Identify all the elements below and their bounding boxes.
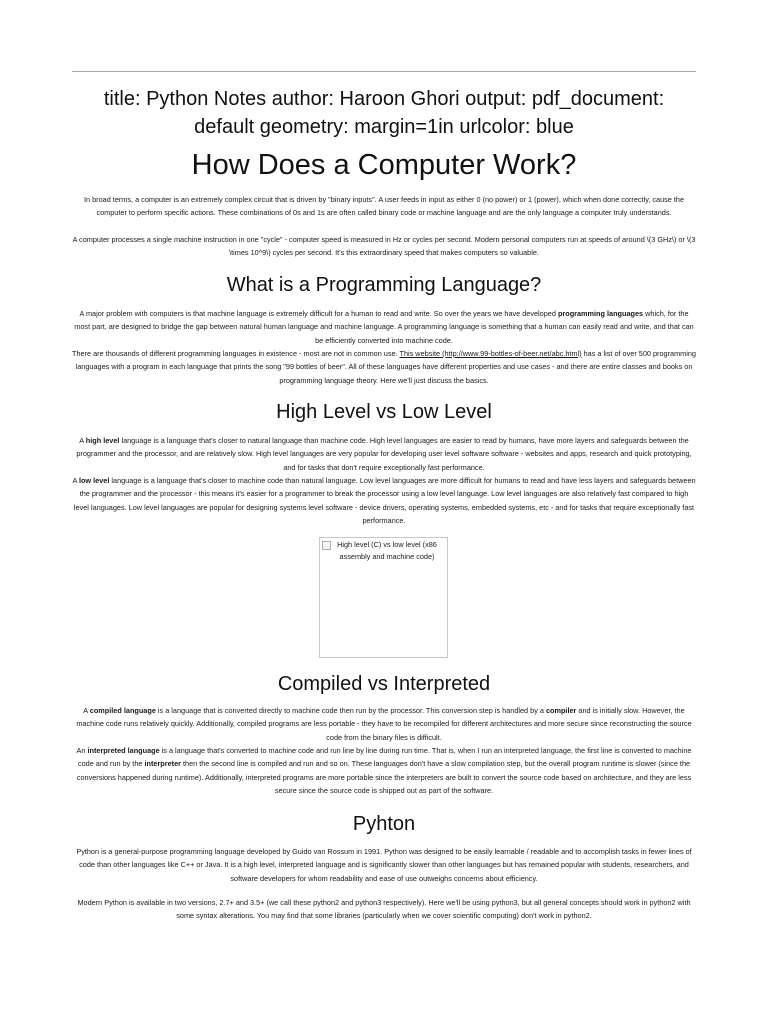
text-span: is a language that's converted to machine code and run line by line during run time. That is, when I run an interpreted language, the first line is converted to machine code and run by the xyxy=(77,746,692,769)
text-span: An xyxy=(76,746,88,755)
broken-image-high-vs-low-level xyxy=(319,537,448,658)
bold-term: compiled language xyxy=(89,706,156,715)
paragraph-python-intro: Python is a general-purpose programming language developed by Guido van Rossum in 1991. Python was designed to be easily learnable / readable and to accomplish tasks in fewer lines of code than other languages like C++ or Java. It is a high level, interpreted language and is significantly slower than other languages but has remained popular with students, researchers, and software developers for whom readability and ease of use outweighs concerns about efficiency. xyxy=(76,847,692,883)
paragraph-interpreted-language xyxy=(72,744,696,797)
bold-term: interpreted language xyxy=(87,746,160,755)
text-span: A major problem with computers is that machine language is extremely difficult for a human to read and write. So over the years we have developed xyxy=(79,309,558,318)
paragraph-programming-languages xyxy=(72,307,696,347)
text-span: is a language that is converted directly to machine code then run by the processor. This conversion step is handled by a xyxy=(155,706,546,715)
heading-high-vs-low-level: High Level vs Low Level xyxy=(276,401,492,423)
text-span: and is initially slow. However, the machine code runs relatively quickly. Additionally, compiled programs are less portable - they have to be recompiled for different architectures and more secure since reconstructing the source code from the binary files is difficult. xyxy=(76,706,692,742)
website-link[interactable]: This website (http://www.99-bottles-of-beer.net/abc.html) xyxy=(399,349,582,358)
paragraph-cycles: A computer processes a single machine instruction in one "cycle" - computer speed is measured in Hz or cycles per second. Modern personal computers run at speeds of around \(3 GHz\) or \(3 \times 10^9\) cycles per second. It's this extraordinary speed that makes computers so valuable. xyxy=(72,235,696,258)
heading-how-computer-works: How Does a Computer Work? xyxy=(191,149,577,181)
paragraph-compiled-language xyxy=(72,704,696,744)
text-span: A xyxy=(79,436,86,445)
bold-term: compiler xyxy=(545,706,577,715)
paragraph-binary-inputs: In broad terms, a computer is an extremely complex circuit that is driven by "binary inputs". A user feeds in input as either 0 (no power) or 1 (power), which when done correctly, cause the computer to perform specific actions. These combinations of 0s and 1s are often called binary code or machine language and are the only language a computer truly understands. xyxy=(83,195,685,218)
bold-term: high level xyxy=(85,436,120,445)
bold-term: interpreter xyxy=(144,759,181,769)
paragraph-thousands-languages xyxy=(72,347,696,387)
text-span: language is a language that's closer to natural language than machine code. High level languages are easier to read by humans, have more layers and safeguards between the programmer and the processor, and are relatively slow. High level languages are very popular for developing user level software software - websites and apps, research and quick prototyping, and for tasks that don't require exceptionally fast performance. xyxy=(76,436,692,472)
text-span: has a list of over 500 programming languages with a program in each language that prints the song "99 bottles of beer". All of these languages have different properties and use cases - and there are entire classes and books on programming language theory. Here we'll just discuss the basics. xyxy=(75,349,696,385)
paragraph-python-versions: Modern Python is available in two versions, 2.7+ and 3.5+ (we call these python2 and python3 respectively). Here we'll be using python3, but all general concepts should work in python2 with some syntax alterations. You may find that some libraries (particularly when we cover scientific computing) don't work in python2. xyxy=(77,898,691,921)
horizontal-rule xyxy=(72,71,696,72)
bold-term: programming languages xyxy=(557,309,644,318)
text-span: language is a language that's closer to machine code than natural language. Low level languages are more difficult for humans to read and have less layers and safeguards between the programmer and the processor - this means it's easier for a programmer to break the processor using a low level language. Low level languages are also relatively fast compared to high level languages. Low level languages are popular for designing systems level software - device drivers, operating systems, embedded systems, etc - and for tasks that require exceptionally fast performance. xyxy=(73,476,696,525)
image-alt-text: High level (C) vs low level (x86 assembly and machine code) xyxy=(337,540,437,561)
heading-compiled-vs-interpreted: Compiled vs Interpreted xyxy=(277,673,491,695)
heading-programming-language: What is a Programming Language? xyxy=(226,274,542,296)
text-span: which, for the most part, are designed to bridge the gap between natural human language and machine language. A programming language is something that a human can easily read and write, and that can be efficiently converted into machine code. xyxy=(74,309,694,345)
text-span: A xyxy=(72,476,79,485)
bold-term: low level xyxy=(78,476,110,485)
text-span: then the second line is compiled and run and so on. These languages don't have a slow compilation step, but the overall program runtime is slower (since the conversions happened during runtime). Additionally, interpreted programs are more portable since the interpreters are built to convert the source code based on architecture, and they are less secure since the source code is shipped out as part of the software. xyxy=(76,759,692,795)
text-span: A xyxy=(83,706,90,715)
heading-python: Pyhton xyxy=(352,813,416,835)
yaml-front-matter: title: Python Notes author: Haroon Ghori output: pdf_document: default geometry: margin=1in urlcolor: blue xyxy=(103,88,665,138)
paragraph-low-level xyxy=(72,474,696,527)
paragraph-high-level xyxy=(72,434,696,474)
text-span: There are thousands of different programming languages in existence - most are not in common use. xyxy=(72,349,400,358)
